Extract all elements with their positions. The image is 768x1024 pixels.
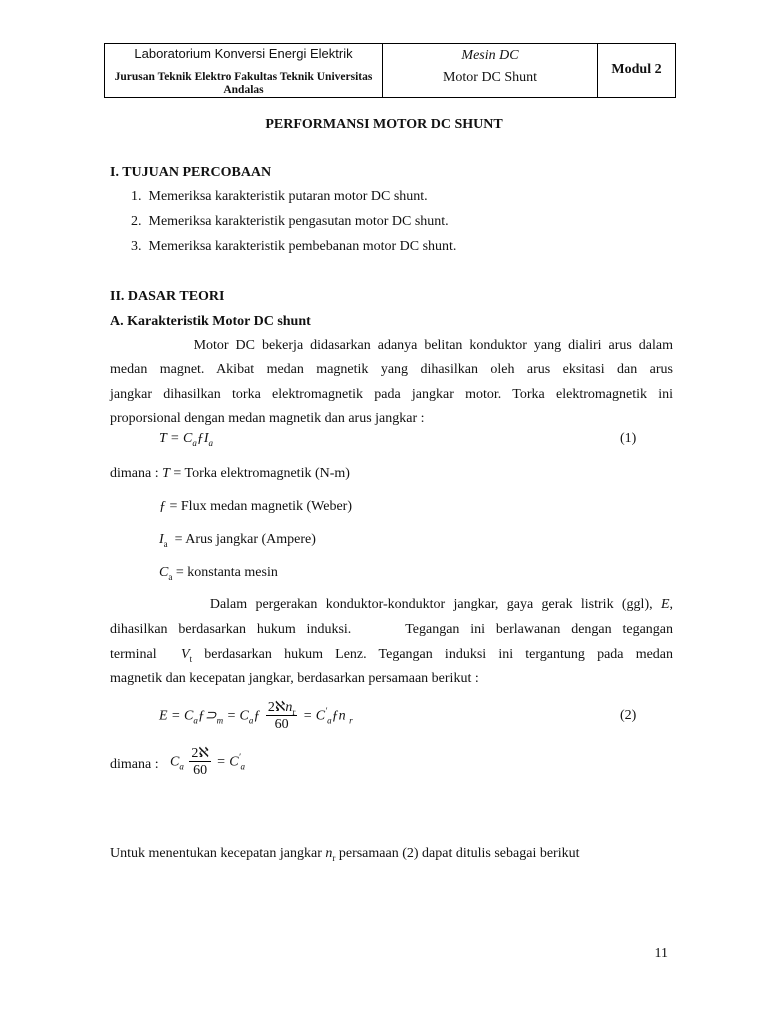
definition-torque: dimana : T = Torka elektromagnetik (N-m) <box>110 466 350 481</box>
definition-machine-constant: $C_a$ = konstanta mesin <box>159 565 278 582</box>
definition-armature-current: $I_a$ = Arus jangkar (Ampere) <box>159 532 316 549</box>
paragraph-line: jangkar dihasilkan torka elektromagnetik pada jangkar motor. Torka elektromagnetik ini <box>110 387 673 402</box>
department-name: Jurusan Teknik Elektro Fakultas Teknik Universitas Andalas <box>114 71 373 96</box>
equation-1-number: (1) <box>620 431 637 446</box>
equation-1: $T = C_aƒI_a$ <box>159 431 213 448</box>
paragraph-line: magnetik dan kecepatan jangkar, berdasarkan persamaan berikut : <box>110 671 479 686</box>
section-heading-dasar-teori: II. DASAR TEORI <box>110 289 225 304</box>
subsection-heading: A. Karakteristik Motor DC shunt <box>110 314 311 329</box>
objective-item: 2. Memeriksa karakteristik pengasutan motor DC shunt. <box>131 214 449 229</box>
paragraph-line: Dalam pergerakan konduktor-konduktor jangkar, gaya gerak listrik (ggl), E, <box>209 597 673 612</box>
document-header <box>104 43 676 98</box>
definition-flux: ƒ = Flux medan magnetik (Weber) <box>159 499 352 514</box>
course-name: Mesin DC <box>461 48 519 63</box>
equation-2-number: (2) <box>620 708 637 723</box>
topic-name: Motor DC Shunt <box>442 70 538 85</box>
paragraph-line: dihasilkan berdasarkan hukum induksi. Tegangan ini berlawanan dengan tegangan <box>110 622 673 637</box>
paragraph-line: Motor DC bekerja didasarkan adanya belitan konduktor yang dialiri arus dalam <box>110 338 673 353</box>
constant-relation-equation: $C_a$ $\frac{\text{2ℵ}}{60}$ = $C'_a$ <box>170 746 246 778</box>
lab-name: Laboratorium Konversi Energi Elektrik <box>134 46 353 61</box>
objective-item: 3. Memeriksa karakteristik pembebanan motor DC shunt. <box>131 239 457 254</box>
section-heading-tujuan: I. TUJUAN PERCOBAAN <box>110 165 272 180</box>
objective-item: 1. Memeriksa karakteristik putaran motor DC shunt. <box>131 189 428 204</box>
closing-sentence: Untuk menentukan kecepatan jangkar $n_r$ persamaan (2) dapat ditulis sebagai berikut <box>110 846 580 863</box>
module-label: Modul 2 <box>611 62 662 77</box>
page-number: 11 <box>654 946 668 961</box>
header-course-cell <box>383 44 598 97</box>
paragraph-line: medan magnet. Akibat medan magnetik yang dihasilkan oleh arus eksitasi dan arus <box>110 362 673 377</box>
dimana-label: dimana : <box>110 757 159 772</box>
paragraph-line: proporsional dengan medan magnetik dan arus jangkar : <box>110 411 425 426</box>
paragraph-line: terminal $V_t$ berdasarkan hukum Lenz. Tegangan induksi ini tergantung pada medan <box>110 647 674 664</box>
page-title: PERFORMANSI MOTOR DC SHUNT <box>265 117 503 132</box>
header-institution-cell <box>105 44 383 97</box>
equation-2: $E = C_aƒ⊃_m$ = $C_aƒ$ $\frac{2ℵn_r}{60}$ = $C'_aƒn$ $_r$ <box>159 700 353 732</box>
